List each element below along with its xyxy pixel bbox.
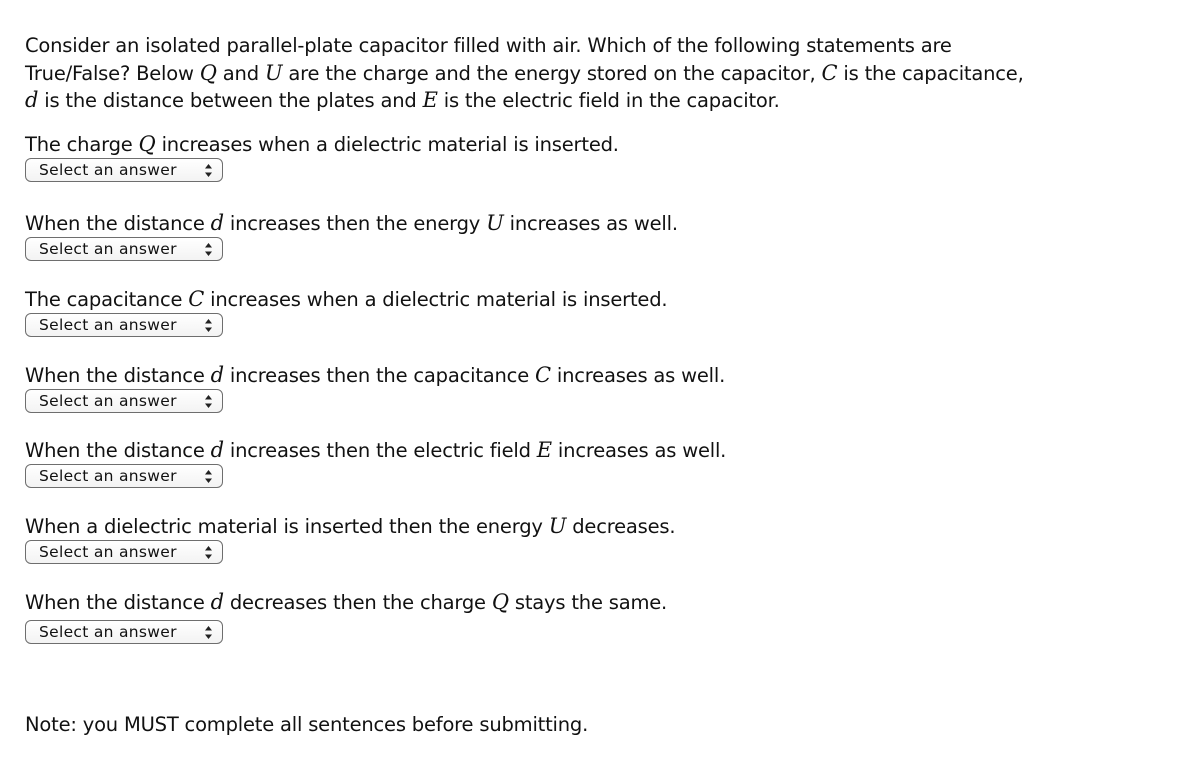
- question-3-text-after: increases when a dielectric material is inserted.: [204, 288, 668, 311]
- up-down-chevron-icon: [204, 394, 213, 409]
- question-5-text-before: When the distance: [25, 439, 211, 462]
- up-down-chevron-icon: [204, 242, 213, 257]
- question-6-select-label: Select an answer: [39, 543, 177, 561]
- question-4-answer-select[interactable]: [25, 389, 223, 413]
- question-2-text-middle: increases then the energy: [223, 212, 487, 235]
- var-e: E: [422, 88, 438, 112]
- question-5-answer-select[interactable]: [25, 464, 223, 488]
- intro-line-2-text-d: is the capacitance,: [837, 61, 1024, 85]
- question-3: [25, 286, 1175, 337]
- question-7: [25, 589, 1175, 644]
- question-4-statement: [25, 362, 1175, 388]
- question-4-variable-2: C: [535, 363, 551, 387]
- question-3-variable: C: [188, 287, 205, 311]
- up-down-chevron-icon: [204, 545, 213, 560]
- question-7-select-label: Select an answer: [39, 623, 177, 641]
- question-2-variable-2: U: [486, 211, 504, 235]
- question-3-statement: [25, 286, 1175, 312]
- question-7-answer-select[interactable]: [25, 620, 223, 644]
- question-6-variable: U: [548, 514, 567, 538]
- question-1-text-after: increases when a dielectric material is inserted.: [155, 133, 619, 156]
- var-u: U: [264, 60, 283, 85]
- question-7-text-after: stays the same.: [508, 591, 668, 614]
- question-1: [25, 131, 1175, 182]
- question-1-select-label: Select an answer: [39, 161, 177, 179]
- up-down-chevron-icon: [204, 163, 213, 178]
- question-6-text-after: decreases.: [566, 515, 676, 538]
- intro-line-2-text-a: True/False? Below: [25, 61, 200, 85]
- question-6-answer-select[interactable]: [25, 540, 223, 564]
- question-5-statement: [25, 437, 1175, 463]
- question-5: [25, 437, 1175, 488]
- intro-line-1: Consider an isolated parallel-plate capacitor filled with air. Which of the following statements are: [25, 34, 952, 57]
- question-2-variable-1: d: [210, 211, 224, 235]
- question-4-select-label: Select an answer: [39, 392, 177, 410]
- question-1-answer-select[interactable]: [25, 158, 223, 182]
- question-2-text-after: increases as well.: [503, 212, 678, 235]
- var-q: Q: [199, 60, 217, 85]
- var-d: d: [25, 88, 39, 112]
- intro-line-3-text-b: is the electric field in the capacitor.: [437, 89, 780, 112]
- question-4-text-middle: increases then the capacitance: [223, 364, 535, 387]
- question-7-variable-1: d: [210, 590, 224, 614]
- up-down-chevron-icon: [204, 469, 213, 484]
- question-2: [25, 210, 1175, 261]
- question-7-text-middle: decreases then the charge: [223, 591, 492, 614]
- intro-paragraph: [25, 33, 1185, 115]
- question-1-text-before: The charge: [25, 133, 139, 156]
- question-2-answer-select[interactable]: [25, 237, 223, 261]
- question-7-statement: [25, 589, 1175, 615]
- question-6-text-before: When a dielectric material is inserted then the energy: [25, 515, 549, 538]
- up-down-chevron-icon: [204, 625, 213, 640]
- intro-line-2-text-c: are the charge and the energy stored on the capacitor,: [282, 61, 822, 85]
- question-5-text-after: increases as well.: [551, 439, 727, 462]
- question-5-variable-2: E: [536, 438, 552, 462]
- question-2-select-label: Select an answer: [39, 240, 177, 258]
- question-1-statement: [25, 131, 1175, 157]
- question-2-text-before: When the distance: [25, 212, 211, 235]
- question-7-variable-2: Q: [491, 590, 509, 614]
- question-4: [25, 362, 1175, 413]
- question-2-statement: [25, 210, 1175, 236]
- question-5-variable-1: d: [210, 438, 224, 462]
- intro-line-3-text-a: is the distance between the plates and: [38, 89, 423, 112]
- question-6: [25, 513, 1175, 564]
- question-5-select-label: Select an answer: [39, 467, 177, 485]
- question-4-variable-1: d: [210, 363, 224, 387]
- question-3-text-before: The capacitance: [25, 288, 189, 311]
- question-3-select-label: Select an answer: [39, 316, 177, 334]
- question-1-variable: Q: [138, 132, 156, 156]
- question-7-text-before: When the distance: [25, 591, 211, 614]
- submission-note: Note: you MUST complete all sentences before submitting.: [25, 713, 589, 736]
- question-4-text-before: When the distance: [25, 364, 211, 387]
- var-c: C: [821, 60, 838, 85]
- question-5-text-middle: increases then the electric field: [223, 439, 537, 462]
- up-down-chevron-icon: [204, 318, 213, 333]
- intro-line-2-text-b: and: [216, 61, 265, 85]
- question-3-answer-select[interactable]: [25, 313, 223, 337]
- question-4-text-after: increases as well.: [550, 364, 726, 387]
- question-6-statement: [25, 513, 1175, 539]
